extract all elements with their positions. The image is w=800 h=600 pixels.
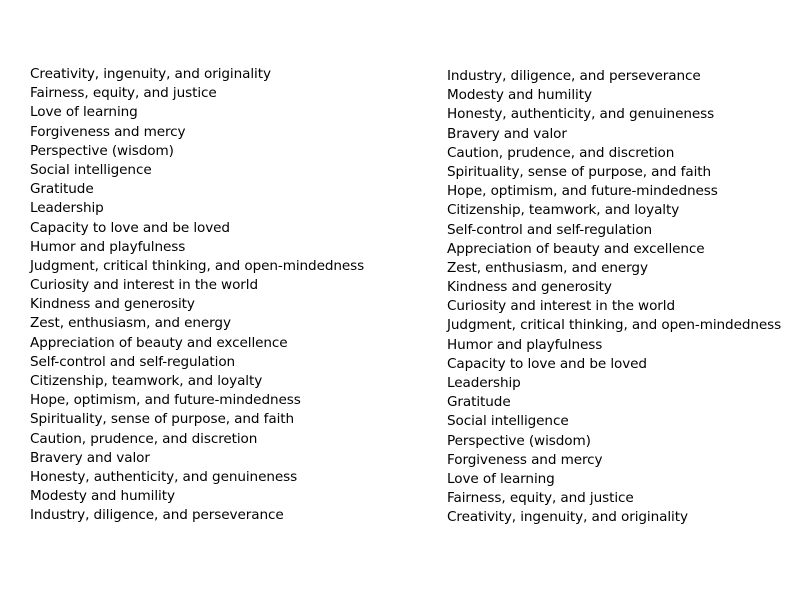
left-list-item: Caution, prudence, and discretion <box>30 430 258 447</box>
left-list-item: Self-control and self-regulation <box>30 353 236 370</box>
left-list-item: Gratitude <box>30 181 94 198</box>
left-list-item: Leadership <box>30 200 104 217</box>
right-list-item: Humor and playfulness <box>447 336 603 353</box>
right-list-item: Forgiveness and mercy <box>447 451 603 468</box>
right-list-item: Caution, prudence, and discretion <box>447 144 675 161</box>
right-list-item: Social intelligence <box>447 413 569 430</box>
right-list-item: Fairness, equity, and justice <box>447 490 634 507</box>
right-list-item: Curiosity and interest in the world <box>447 298 675 315</box>
left-list-item: Perspective (wisdom) <box>30 142 174 159</box>
right-list-item: Honesty, authenticity, and genuineness <box>447 106 715 123</box>
right-list-item: Judgment, critical thinking, and open-mindedness <box>447 317 782 334</box>
right-list-item: Leadership <box>447 375 521 391</box>
right-list-item: Hope, optimism, and future-mindedness <box>447 183 718 200</box>
left-list-item: Humor and playfulness <box>30 238 186 255</box>
left-list-item: Capacity to love and be loved <box>30 219 230 236</box>
left-list-item: Forgiveness and mercy <box>30 123 186 140</box>
left-list-item: Social intelligence <box>30 161 152 178</box>
right-list-item: Appreciation of beauty and excellence <box>447 240 705 257</box>
left-list-item: Fairness, equity, and justice <box>30 85 217 102</box>
left-list-item: Judgment, critical thinking, and open-mindedness <box>30 257 365 274</box>
left-strengths-list <box>30 65 364 526</box>
left-list-item: Spirituality, sense of purpose, and faith <box>30 411 294 428</box>
left-list-item: Love of learning <box>30 104 138 121</box>
left-list-item: Curiosity and interest in the world <box>30 277 258 294</box>
left-list-item: Industry, diligence, and perseverance <box>30 507 284 524</box>
right-list-item: Creativity, ingenuity, and originality <box>447 509 688 526</box>
left-list-item: Modesty and humility <box>30 488 175 505</box>
right-list-item: Kindness and generosity <box>447 279 612 296</box>
left-list-item: Creativity, ingenuity, and originality <box>30 66 271 82</box>
right-list-item: Industry, diligence, and perseverance <box>447 68 701 84</box>
right-list-item: Self-control and self-regulation <box>447 221 653 238</box>
left-list-item: Honesty, authenticity, and genuineness <box>30 468 298 485</box>
right-list-item: Spirituality, sense of purpose, and faith <box>447 163 711 180</box>
right-list-item: Zest, enthusiasm, and energy <box>447 259 648 276</box>
left-list-item: Hope, optimism, and future-mindedness <box>30 392 301 409</box>
right-list-item: Perspective (wisdom) <box>447 432 591 449</box>
left-list-item: Bravery and valor <box>30 449 150 466</box>
left-list-item: Citizenship, teamwork, and loyalty <box>30 373 263 389</box>
right-list-item: Love of learning <box>447 470 555 487</box>
right-list-item: Capacity to love and be loved <box>447 355 647 372</box>
right-list-item: Gratitude <box>447 394 511 411</box>
left-list-item: Zest, enthusiasm, and energy <box>30 315 231 332</box>
right-list-item: Bravery and valor <box>447 125 567 142</box>
right-list-item: Citizenship, teamwork, and loyalty <box>447 202 680 219</box>
left-list-item: Kindness and generosity <box>30 296 195 313</box>
left-list-item: Appreciation of beauty and excellence <box>30 334 288 351</box>
right-strengths-list <box>447 67 781 528</box>
right-list-item: Modesty and humility <box>447 87 592 104</box>
